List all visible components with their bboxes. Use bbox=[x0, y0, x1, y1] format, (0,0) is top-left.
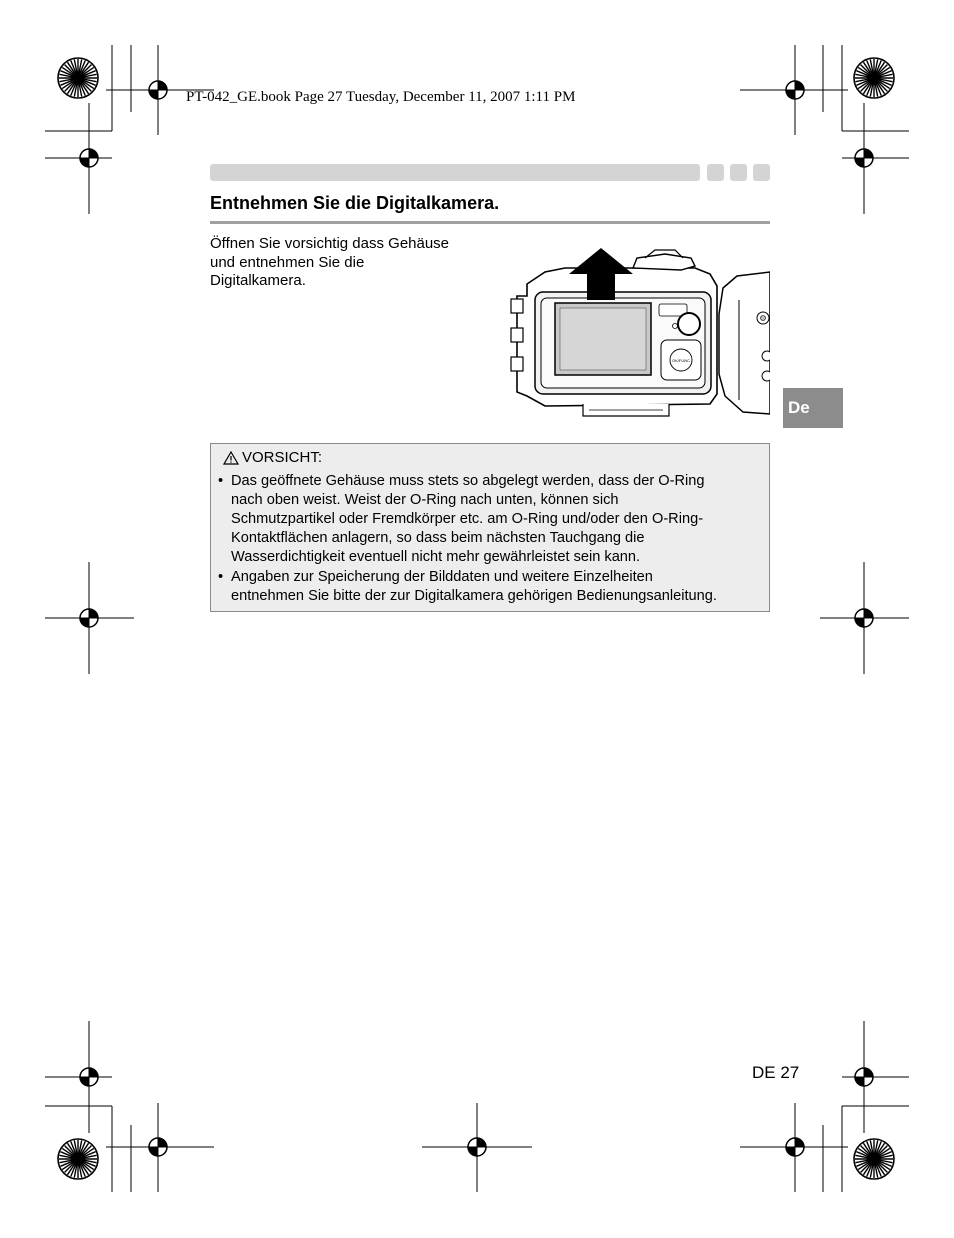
bullet-line: Angaben zur Speicherung der Bilddaten und weitere Einzelheiten bbox=[231, 569, 653, 585]
section-title: Entnehmen Sie die Digitalkamera. bbox=[210, 193, 500, 213]
bullet-line: Kontaktflächen anlagern, so dass beim nächsten Tauchgang die bbox=[231, 530, 645, 546]
caution-heading-text: VORSICHT: bbox=[242, 449, 323, 466]
language-tab-label: De bbox=[788, 398, 810, 417]
bullet-line: entnehmen Sie bitte der zur Digitalkamera gehörigen Bedienungsanleitung. bbox=[231, 588, 717, 604]
bullet-line: Schmutzpartikel oder Fremdkörper etc. am O-Ring und/oder den O-Ring- bbox=[231, 511, 704, 527]
bullet-line: Wasserdichtigkeit eventuell nicht mehr gewährleistet sein kann. bbox=[231, 549, 641, 565]
bullet-line: Das geöffnete Gehäuse muss stets so abgelegt werden, dass der O-Ring bbox=[231, 473, 705, 489]
print-header: PT-042_GE.book Page 27 Tuesday, December 11, 2007 1:11 PM bbox=[186, 89, 576, 105]
intro-line: Öffnen Sie vorsichtig dass Gehäuse bbox=[210, 235, 450, 252]
bullet-line: nach oben weist. Weist der O-Ring nach unten, können sich bbox=[231, 492, 619, 508]
intro-line: Digitalkamera. bbox=[210, 272, 306, 289]
page-number: DE 27 bbox=[752, 1063, 800, 1082]
intro-line: und entnehmen Sie die bbox=[210, 253, 365, 271]
bullet-dot: • bbox=[218, 473, 224, 489]
bullet-dot: • bbox=[218, 569, 224, 585]
ok-func-label: OK/FUNC bbox=[672, 358, 690, 363]
